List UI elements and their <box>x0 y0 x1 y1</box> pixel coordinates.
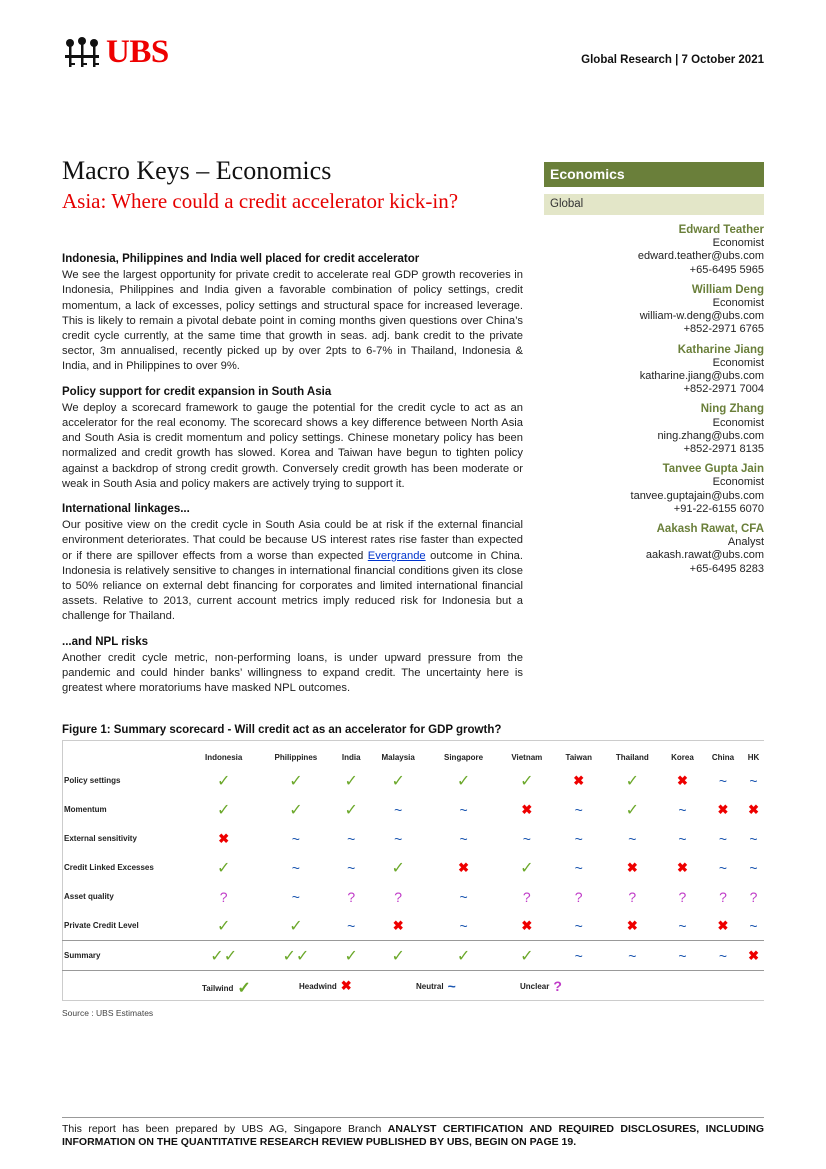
analyst-role: Economist <box>712 476 764 489</box>
score-cell <box>190 882 257 911</box>
scorecard-row <box>62 853 764 882</box>
tilde-icon: ~ <box>574 947 583 964</box>
legend-headwind <box>299 978 352 994</box>
tilde-icon: ~ <box>678 917 687 934</box>
score-cell <box>257 795 334 824</box>
score-cell <box>499 824 555 853</box>
score-cell <box>190 941 257 971</box>
cross-icon: ✖ <box>626 859 638 875</box>
tilde-icon: ~ <box>678 830 687 847</box>
question-icon: ? <box>574 888 583 905</box>
row-label: External sensitivity <box>64 834 137 843</box>
check-icon: ✓ <box>216 859 231 877</box>
corner-cell <box>62 748 190 766</box>
score-cell <box>555 911 603 941</box>
column-header: Thailand <box>615 752 649 762</box>
analyst-phone: +65-6495 8283 <box>689 562 764 575</box>
tilde-icon: ~ <box>574 801 583 818</box>
check-icon: ✓ <box>289 917 303 935</box>
score-cell <box>368 766 428 795</box>
check-icon: ✓ <box>237 980 251 997</box>
column-header: Korea <box>671 752 694 762</box>
analyst-card <box>544 403 764 456</box>
section-heading: ...and NPL risks <box>62 635 149 648</box>
tilde-icon: ~ <box>447 978 456 994</box>
analyst-email[interactable]: ning.zhang@ubs.com <box>657 429 764 442</box>
legend-label: Headwind <box>299 981 337 991</box>
row-label: Summary <box>62 941 190 971</box>
row-label: Credit Linked Excesses <box>64 863 154 872</box>
column-header: Malaysia <box>381 752 415 762</box>
section-paragraph <box>62 518 523 624</box>
score-cell <box>428 853 499 882</box>
score-cell <box>190 766 257 795</box>
check-icon: ✓ <box>520 947 534 965</box>
score-cell <box>190 795 257 824</box>
check-icon: ✓ <box>456 772 471 790</box>
tilde-icon: ~ <box>749 859 758 876</box>
question-icon: ? <box>719 888 727 905</box>
analyst-role: Economist <box>712 416 764 429</box>
analyst-card <box>544 344 764 397</box>
check-icon: ✓ <box>625 801 640 819</box>
tilde-icon: ~ <box>347 830 356 847</box>
cross-icon: ✖ <box>392 917 404 933</box>
tilde-icon: ~ <box>459 830 468 847</box>
analyst-name: William Deng <box>691 283 764 296</box>
score-cell <box>662 882 703 911</box>
check-icon: ✓ <box>282 947 296 965</box>
region-label: Global <box>544 194 764 215</box>
score-cell <box>368 853 428 882</box>
score-cell <box>368 941 428 971</box>
check-icon: ✓ <box>223 947 238 965</box>
score-cell <box>257 911 334 941</box>
score-cell <box>334 941 368 971</box>
column-header: Singapore <box>444 752 484 762</box>
analyst-role: Economist <box>712 297 764 310</box>
score-cell <box>555 824 603 853</box>
score-cell <box>555 795 603 824</box>
check-icon: ✓ <box>625 772 640 790</box>
check-icon: ✓ <box>344 947 358 965</box>
analyst-phone: +852-2971 7004 <box>683 383 764 396</box>
body-text <box>62 252 523 706</box>
scorecard-row <box>62 766 764 795</box>
score-cell <box>743 795 764 824</box>
tilde-icon: ~ <box>394 801 403 818</box>
score-cell <box>257 882 334 911</box>
tilde-icon: ~ <box>718 859 728 876</box>
analyst-name: Katharine Jiang <box>677 343 764 356</box>
cross-icon: ✖ <box>340 978 352 993</box>
analyst-name: Aakash Rawat, CFA <box>656 523 764 536</box>
score-cell <box>257 766 334 795</box>
legend-label: Tailwind <box>202 983 234 993</box>
score-cell <box>662 824 703 853</box>
tilde-icon: ~ <box>749 830 758 847</box>
tilde-icon: ~ <box>749 772 758 789</box>
score-cell <box>555 941 603 971</box>
tilde-icon: ~ <box>347 859 356 876</box>
score-cell <box>662 911 703 941</box>
analyst-email[interactable]: william-w.deng@ubs.com <box>639 310 764 323</box>
cross-icon: ✖ <box>748 947 759 963</box>
score-cell <box>703 882 743 911</box>
analyst-name: Edward Teather <box>678 224 764 236</box>
check-icon: ✓ <box>391 859 405 877</box>
column-header: Philippines <box>274 752 318 762</box>
legend-label: Unclear <box>520 981 550 991</box>
scorecard-row <box>62 824 764 853</box>
column-header: Indonesia <box>205 752 243 762</box>
analyst-role: Analyst <box>727 536 764 549</box>
tilde-icon: ~ <box>718 947 728 964</box>
tilde-icon: ~ <box>459 888 468 905</box>
check-icon: ✓ <box>216 772 231 790</box>
analyst-email[interactable]: tanvee.guptajain@ubs.com <box>630 489 764 502</box>
check-icon: ✓ <box>520 859 534 877</box>
tilde-icon: ~ <box>291 830 300 847</box>
score-cell <box>555 766 603 795</box>
analyst-phone: +852-2971 6765 <box>683 323 764 336</box>
analyst-card <box>544 463 764 516</box>
scorecard-row <box>62 911 764 941</box>
score-cell <box>703 766 743 795</box>
legend-unclear <box>520 978 562 994</box>
check-icon: ✓ <box>216 801 231 819</box>
tilde-icon: ~ <box>718 772 728 789</box>
tilde-icon: ~ <box>678 801 687 818</box>
column-header: India <box>341 752 361 762</box>
footer-rule <box>62 1117 764 1118</box>
cross-icon: ✖ <box>677 859 688 875</box>
figure-source: Source : UBS Estimates <box>62 1008 154 1018</box>
check-icon: ✓ <box>289 772 303 790</box>
check-icon: ✓ <box>295 947 310 965</box>
analyst-card <box>544 523 764 576</box>
analyst-phone: +852-2971 8135 <box>683 443 764 456</box>
score-cell <box>603 766 662 795</box>
cross-icon: ✖ <box>521 801 533 817</box>
scorecard-row <box>62 882 764 911</box>
scorecard-row <box>62 941 764 971</box>
section-heading: International linkages... <box>62 503 190 516</box>
ubs-logo <box>62 34 169 71</box>
tilde-icon: ~ <box>459 917 468 934</box>
analyst-email[interactable]: aakash.rawat@ubs.com <box>645 549 764 562</box>
check-icon: ✓ <box>216 917 231 935</box>
section-label: Economics <box>544 162 764 187</box>
analyst-name: Tanvee Gupta Jain <box>662 463 764 476</box>
legend-neutral <box>416 978 456 994</box>
cross-icon: ✖ <box>748 801 759 817</box>
section-heading: Indonesia, Philippines and India well placed for credit accelerator <box>62 253 420 265</box>
score-cell <box>368 795 428 824</box>
scorecard-body <box>62 766 764 971</box>
analyst-card <box>544 224 764 277</box>
score-cell <box>190 911 257 941</box>
footer-bold: ANALYST CERTIFICATION AND REQUIRED DISCLOSURES, INCLUDING INFORMATION ON THE QUANTITATIVE RESEARCH REVIEW PUBLISHED BY UBS, BEGIN ON PAGE 19. <box>62 1123 764 1148</box>
analyst-card <box>544 284 764 337</box>
cross-icon: ✖ <box>626 917 638 933</box>
section-paragraph: We see the largest opportunity for private credit to accelerate real GDP growth recoveries in Indonesia, Philippines and India given a favorable combination of policy settings, credit momentum, a lack of excesses, policy settings and structural space for increased leverage. This is likely to remain a pivotal debate point in coming months given questions over China’s credit cycle currently, at the same time that growth in seas. adj. bank credit to the private sector, 3m annualised, recently picked up by over 2pts to 6-7% in Thailand, Indonesia & India, and in Philippines to over 9%. <box>62 269 523 373</box>
cross-icon: ✖ <box>521 917 533 933</box>
score-cell <box>743 882 764 911</box>
row-label: Momentum <box>64 805 107 814</box>
analyst-list <box>544 224 764 583</box>
check-icon: ✓ <box>289 801 303 819</box>
analyst-phone: +91-22-6155 6070 <box>673 502 764 515</box>
tilde-icon: ~ <box>291 859 300 876</box>
cross-icon: ✖ <box>458 859 470 875</box>
score-cell <box>603 795 662 824</box>
footer-disclaimer <box>62 1123 764 1149</box>
score-cell <box>428 795 499 824</box>
score-cell <box>603 911 662 941</box>
score-cell <box>743 824 764 853</box>
analyst-phone: +65-6495 5965 <box>689 263 764 276</box>
score-cell <box>428 941 499 971</box>
column-header: China <box>711 752 735 762</box>
page-title: Macro Keys – Economics <box>62 156 332 185</box>
question-icon: ? <box>347 888 356 905</box>
figure-title: Figure 1: Summary scorecard - Will credit act as an accelerator for GDP growth? <box>62 724 502 736</box>
tilde-icon: ~ <box>749 917 758 934</box>
row-label: Private Credit Level <box>64 921 139 930</box>
score-cell <box>555 853 603 882</box>
legend-label: Neutral <box>416 981 444 991</box>
score-cell <box>703 941 743 971</box>
score-cell <box>603 941 662 971</box>
score-cell <box>368 882 428 911</box>
section-paragraph: We deploy a scorecard framework to gauge the potential for the credit cycle to act as an accelerator for the real economy. The scorecard shows a key difference between North Asia and South Asia is credit momentum and policy settings. Chinese monetary policy has been normalized and credit growth has slowed. Korea and Taiwan have begun to tighten policy against a backdrop of strong credit growth. Conversely credit growth has been moderate or weak in South Asia and policy makers are actively trying to support it. <box>62 401 523 490</box>
tilde-icon: ~ <box>291 888 300 905</box>
score-cell <box>257 824 334 853</box>
check-icon: ✓ <box>520 772 534 790</box>
score-cell <box>662 941 703 971</box>
question-icon: ? <box>522 888 531 905</box>
score-cell <box>743 941 764 971</box>
score-cell <box>334 824 368 853</box>
question-icon: ? <box>628 888 637 905</box>
analyst-role: Economist <box>712 356 764 369</box>
page-subtitle: Asia: Where could a credit accelerator kick-in? <box>62 189 459 213</box>
tilde-icon: ~ <box>718 830 728 847</box>
scorecard-header-row <box>62 748 764 766</box>
score-cell <box>428 766 499 795</box>
score-cell <box>603 853 662 882</box>
score-cell <box>190 824 257 853</box>
evergrande-link[interactable]: Evergrande <box>367 549 426 562</box>
score-cell <box>334 911 368 941</box>
score-cell <box>603 824 662 853</box>
cross-icon: ✖ <box>573 772 585 788</box>
tilde-icon: ~ <box>678 947 687 964</box>
score-cell <box>555 882 603 911</box>
score-cell <box>368 824 428 853</box>
question-icon: ? <box>553 978 562 994</box>
scorecard-table <box>62 748 764 971</box>
section-heading: Policy support for credit expansion in South Asia <box>62 385 332 398</box>
score-cell <box>743 911 764 941</box>
paragraph-part: outcome in China. Indonesia is relatively sensitive to changes in international financial conditions given its close to 50% reliance on external debt financing for corporates and limited international financial assets. Relative to 2013, current account metrics imply reduced risk for Indonesia but a challenge for Thailand. <box>62 549 524 623</box>
tilde-icon: ~ <box>574 917 583 934</box>
column-header: Vietnam <box>511 752 543 762</box>
tilde-icon: ~ <box>394 830 403 847</box>
score-cell <box>662 853 703 882</box>
question-icon: ? <box>394 888 403 905</box>
analyst-role: Economist <box>712 237 764 250</box>
score-cell <box>499 911 555 941</box>
cross-icon: ✖ <box>677 772 688 788</box>
score-cell <box>257 941 334 971</box>
header-date: Global Research | 7 October 2021 <box>581 54 764 66</box>
logo-text: UBS <box>106 34 169 70</box>
score-cell <box>662 795 703 824</box>
tilde-icon: ~ <box>574 859 583 876</box>
score-cell <box>334 795 368 824</box>
check-icon: ✓ <box>456 947 471 965</box>
tilde-icon: ~ <box>628 830 637 847</box>
tilde-icon: ~ <box>347 917 356 934</box>
cross-icon: ✖ <box>218 830 230 846</box>
score-cell <box>428 824 499 853</box>
row-label: Asset quality <box>64 892 114 901</box>
legend-tailwind <box>202 978 251 998</box>
check-icon: ✓ <box>344 801 358 819</box>
score-cell <box>703 853 743 882</box>
check-icon: ✓ <box>210 947 224 965</box>
score-cell <box>703 824 743 853</box>
analyst-email[interactable]: katharine.jiang@ubs.com <box>639 370 764 383</box>
score-cell <box>743 853 764 882</box>
score-cell <box>703 795 743 824</box>
score-cell <box>428 911 499 941</box>
section-paragraph: Another credit cycle metric, non-performing loans, is under upward pressure from the pandemic and could hinder banks’ willingness to expand credit. The uncertainty here is greatest where moratoriums have masked NPL outcomes. <box>62 651 523 695</box>
score-cell <box>662 766 703 795</box>
score-cell <box>743 766 764 795</box>
analyst-email[interactable]: edward.teather@ubs.com <box>637 250 764 263</box>
row-label: Policy settings <box>64 776 121 785</box>
score-cell <box>703 911 743 941</box>
figure-bottom-rule <box>62 1000 764 1001</box>
question-icon: ? <box>219 888 228 905</box>
question-icon: ? <box>678 888 687 905</box>
column-header: HK <box>747 752 760 762</box>
score-cell <box>499 853 555 882</box>
score-cell <box>603 882 662 911</box>
score-cell <box>499 882 555 911</box>
keys-logo-icon <box>62 35 102 71</box>
score-cell <box>499 766 555 795</box>
check-icon: ✓ <box>391 772 405 790</box>
tilde-icon: ~ <box>574 830 583 847</box>
score-cell <box>499 795 555 824</box>
score-cell <box>334 766 368 795</box>
analyst-name: Ning Zhang <box>700 403 764 416</box>
paragraph-part: Our positive view on the credit cycle in South Asia could be at risk if the external financial environment deteriorates. That could be because US interest rates rise faster than expected or if there are spillover effects from a worse than expected <box>62 519 523 562</box>
score-cell <box>257 853 334 882</box>
footer-normal: This report has been prepared by UBS AG, Singapore Branch <box>62 1123 388 1135</box>
cross-icon: ✖ <box>717 801 729 817</box>
tilde-icon: ~ <box>459 801 468 818</box>
score-cell <box>334 882 368 911</box>
score-cell <box>190 853 257 882</box>
check-icon: ✓ <box>391 947 405 965</box>
score-cell <box>368 911 428 941</box>
question-icon: ? <box>749 888 758 905</box>
scorecard-row <box>62 795 764 824</box>
cross-icon: ✖ <box>717 917 729 933</box>
score-cell <box>428 882 499 911</box>
score-cell <box>334 853 368 882</box>
score-cell <box>499 941 555 971</box>
column-header: Taiwan <box>565 752 592 762</box>
tilde-icon: ~ <box>628 947 637 964</box>
check-icon: ✓ <box>344 772 358 790</box>
tilde-icon: ~ <box>522 830 531 847</box>
figure-top-rule <box>62 740 764 741</box>
